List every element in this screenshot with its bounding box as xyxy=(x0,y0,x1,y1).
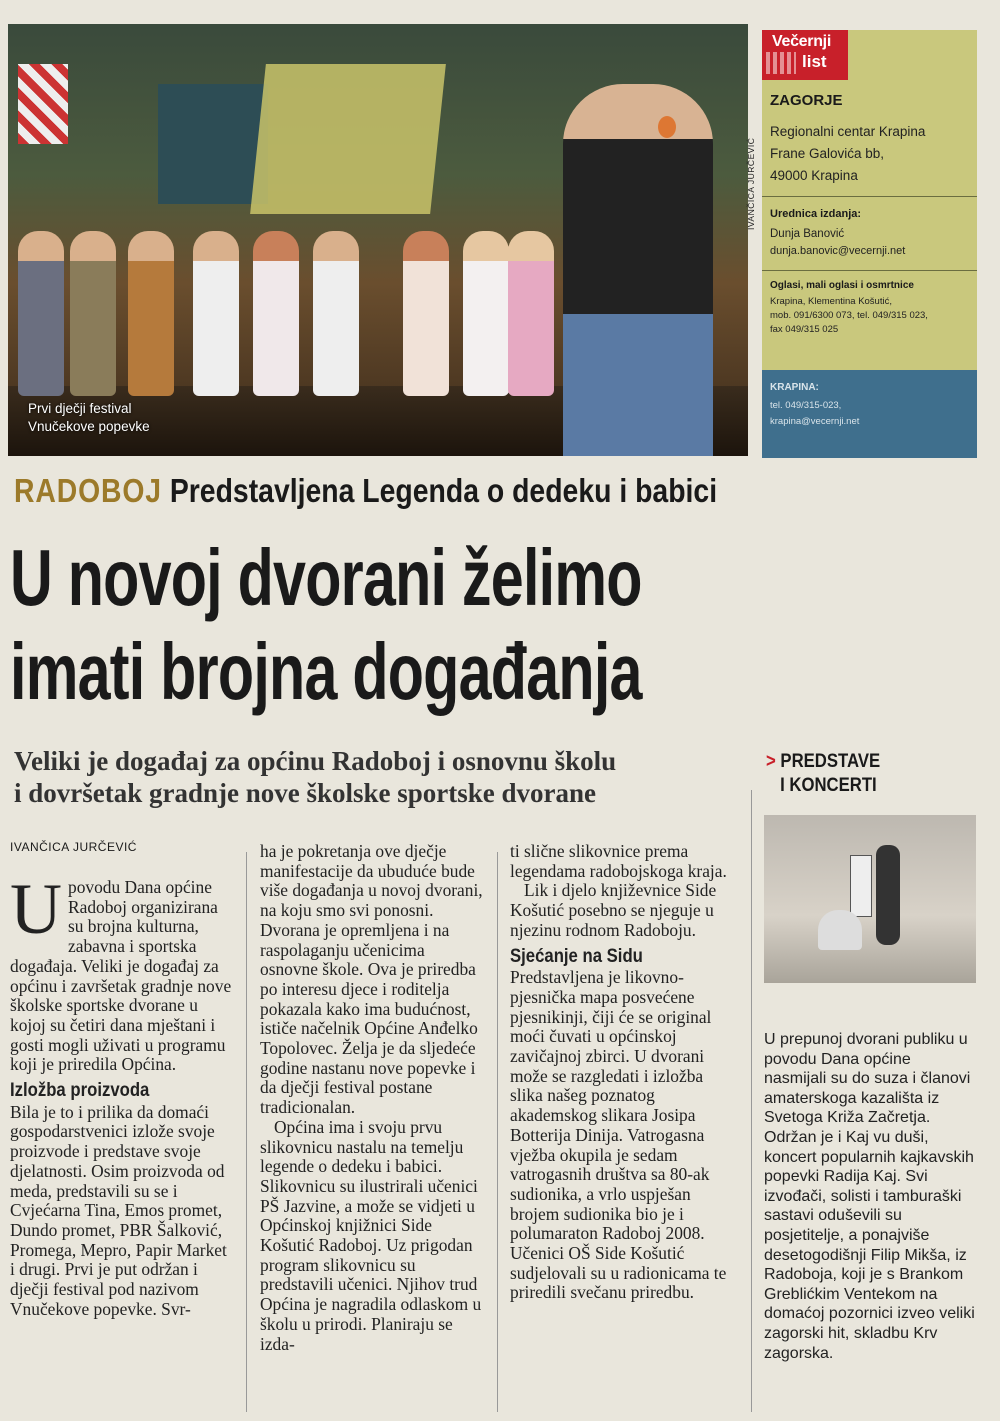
editor-label: Urednica izdanja: xyxy=(770,208,862,220)
editor-email: dunja.banovic@vecernji.net xyxy=(770,245,906,257)
drop-cap: U xyxy=(10,869,62,949)
ads-label: Oglasi, mali oglasi i osmrtnice xyxy=(770,280,914,291)
kicker-place: RADOBOJ xyxy=(14,472,162,509)
column-rule xyxy=(497,852,498,1412)
child-figure xyxy=(193,231,239,396)
headline: imati brojna događanja xyxy=(10,627,642,716)
deck: Veliki je događaj za općinu Radoboj i osnovnu školu i dovršetak gradnje nove školske sportske dvorane xyxy=(14,746,617,808)
sidebar-heading: > PREDSTAVE I KONCERTI xyxy=(766,751,881,796)
child-figure xyxy=(253,231,299,396)
kicker xyxy=(14,472,717,510)
ads-line: fax 049/315 025 xyxy=(770,324,839,335)
region-title: ZAGORJE xyxy=(770,92,843,109)
presenter-figure xyxy=(563,84,713,456)
main-photo xyxy=(8,24,748,456)
sidebar-photo xyxy=(764,815,976,983)
sidebar-text: U prepunoj dvorani publiku u povodu Dana općine nasmijali su do suza i članovi amaterskoga kazališta iz Svetoga Križa Začretja. Održan je i Kaj vu duši, koncert popularnih kajkavskih popevki Radija Kaj. Svi izvođači, solisti i tamburaški sastavi oduševili su posjetitelje, a ponajviše desetogodišnji Filip Mikša, iz Radoboja, koji je s Brankom Greblićkim Ventekom na domaćoj pozornici izveo veliki zagorski hit, skladbu Krv zagorska. xyxy=(764,1031,975,1362)
child-figure xyxy=(508,231,554,396)
photo-caption: Prvi dječji festival Vnučekove popevke xyxy=(28,401,150,434)
child-figure xyxy=(403,231,449,396)
child-figure xyxy=(70,231,116,396)
child-figure xyxy=(313,231,359,396)
ads-line: Krapina, Klementina Košutić, xyxy=(770,296,892,307)
article-column-2: ha je pokretanja ove dječje manifestacije da ubuduće bude više događanja u novoj dvorani, na koju smo svi ponosni. Dvorana je opremljena i na raspolaganju učenicima osnovne škole. Ova je priredba po interesu djece i roditelja pokazala kako ima budućnost, ističe načelnik Općine Anđelko Topolovec. Želja je da sljedeće godine nastanu nove popevke i da dječji festival postane tradicionalan. Općina ima i svoju prvu slikovnicu nastalu na temelju legende o dedeku i babici. Slikovnicu su ilustrirali učenici PŠ Jazvine, a može se vidjeti u Općinskoj knjižnici Side Košutić Radoboj. Uz prigodan program slikovnicu su predstavili učenici. Njihov trud Općina je nagradila odlaskom u školu u prirodi. Planiraju se izda- xyxy=(260,841,483,1354)
ads-line: mob. 091/6300 073, tel. 049/315 023, xyxy=(770,310,928,321)
child-figure xyxy=(128,231,174,396)
column-rule xyxy=(751,790,752,1412)
divider xyxy=(762,270,977,271)
address-line: Frane Galovića bb, xyxy=(770,146,885,161)
vecernji-list-logo: Večernji list xyxy=(762,30,848,80)
byline: IVANČICA JURČEVIĆ xyxy=(10,840,137,854)
contact-box: KRAPINA: tel. 049/315-023, krapina@vecernji.net xyxy=(762,370,977,458)
address-line: 49000 Krapina xyxy=(770,168,858,183)
flag-decoration xyxy=(18,64,68,144)
logo-pattern xyxy=(766,52,796,74)
arrow-icon: > xyxy=(766,751,776,772)
stage-banner-yellow xyxy=(250,64,446,214)
address-line: Regionalni centar Krapina xyxy=(770,124,926,139)
kicker-text: Predstavljena Legenda o dedeku i babici xyxy=(169,472,718,509)
column-rule xyxy=(246,852,247,1412)
article-column-1: Upovodu Dana općine Radoboj organizirana su brojna kulturna, zabavna i sportska događaja. Veliki je događaj za općinu i završetak gradnje nove školske sportske dvorane u kojoj su četiri dana mještani i gosti mogli uživati u programu koji je priredila Općina. Izložba proizvoda Bila je to i prilika da domaći gospodarstvenici izlože svoje proizvode i predstave svoje djelatnosti. Osim proizvoda od meda, predstavili su se i Cvjećarna Tina, Emos promet, Dundo promet, PBR Šalković, Promega, Mepro, Papir Market i drugi. Prvi je put održan i dječji festival pod nazivom Vnučekove popevke. Svr- xyxy=(10,869,232,1319)
divider xyxy=(762,196,977,197)
child-figure xyxy=(463,231,509,396)
stage-banner xyxy=(158,84,268,204)
performer-figure xyxy=(818,910,862,950)
editor-name: Dunja Banović xyxy=(770,228,845,240)
article-column-3: ti slične slikovnice prema legendama radobojskoga kraja. Lik i djelo književnice Side Košutić posebno se njeguje u njezinu rodnom Radoboju. Sjećanje na Sidu Predstavljena je likovno-pjesnička mapa posvećene pjesnikinji, čiji će se original moći čuvati u općinskoj zavičajnoj zbirci. U dvorani može se razgledati i izložba slika našeg poznatog akademskog slikara Josipa Botterija Dinija. Vatrogasna vježba okupila je sedam vatrogasnih društva sa 80-ak sudionika, a vrlo uspješan brojem sudionika bio je i polumaraton Radoboj 2008. Učenici OŠ Side Košutić sudjelovali su u radionicama te priredili svečanu priredbu. xyxy=(510,841,727,1303)
subheading: Izložba proizvoda xyxy=(10,1080,150,1102)
child-figure xyxy=(18,231,64,396)
photo-credit: IVANČICA JURČEVIĆ xyxy=(746,137,756,230)
performer-figure xyxy=(876,845,900,945)
microphone xyxy=(658,116,676,138)
subheading: Sjećanje na Sidu xyxy=(510,945,643,967)
headline: U novoj dvorani želimo xyxy=(10,533,642,622)
performer-figure xyxy=(850,855,872,917)
newspaper-info-box xyxy=(762,30,977,458)
